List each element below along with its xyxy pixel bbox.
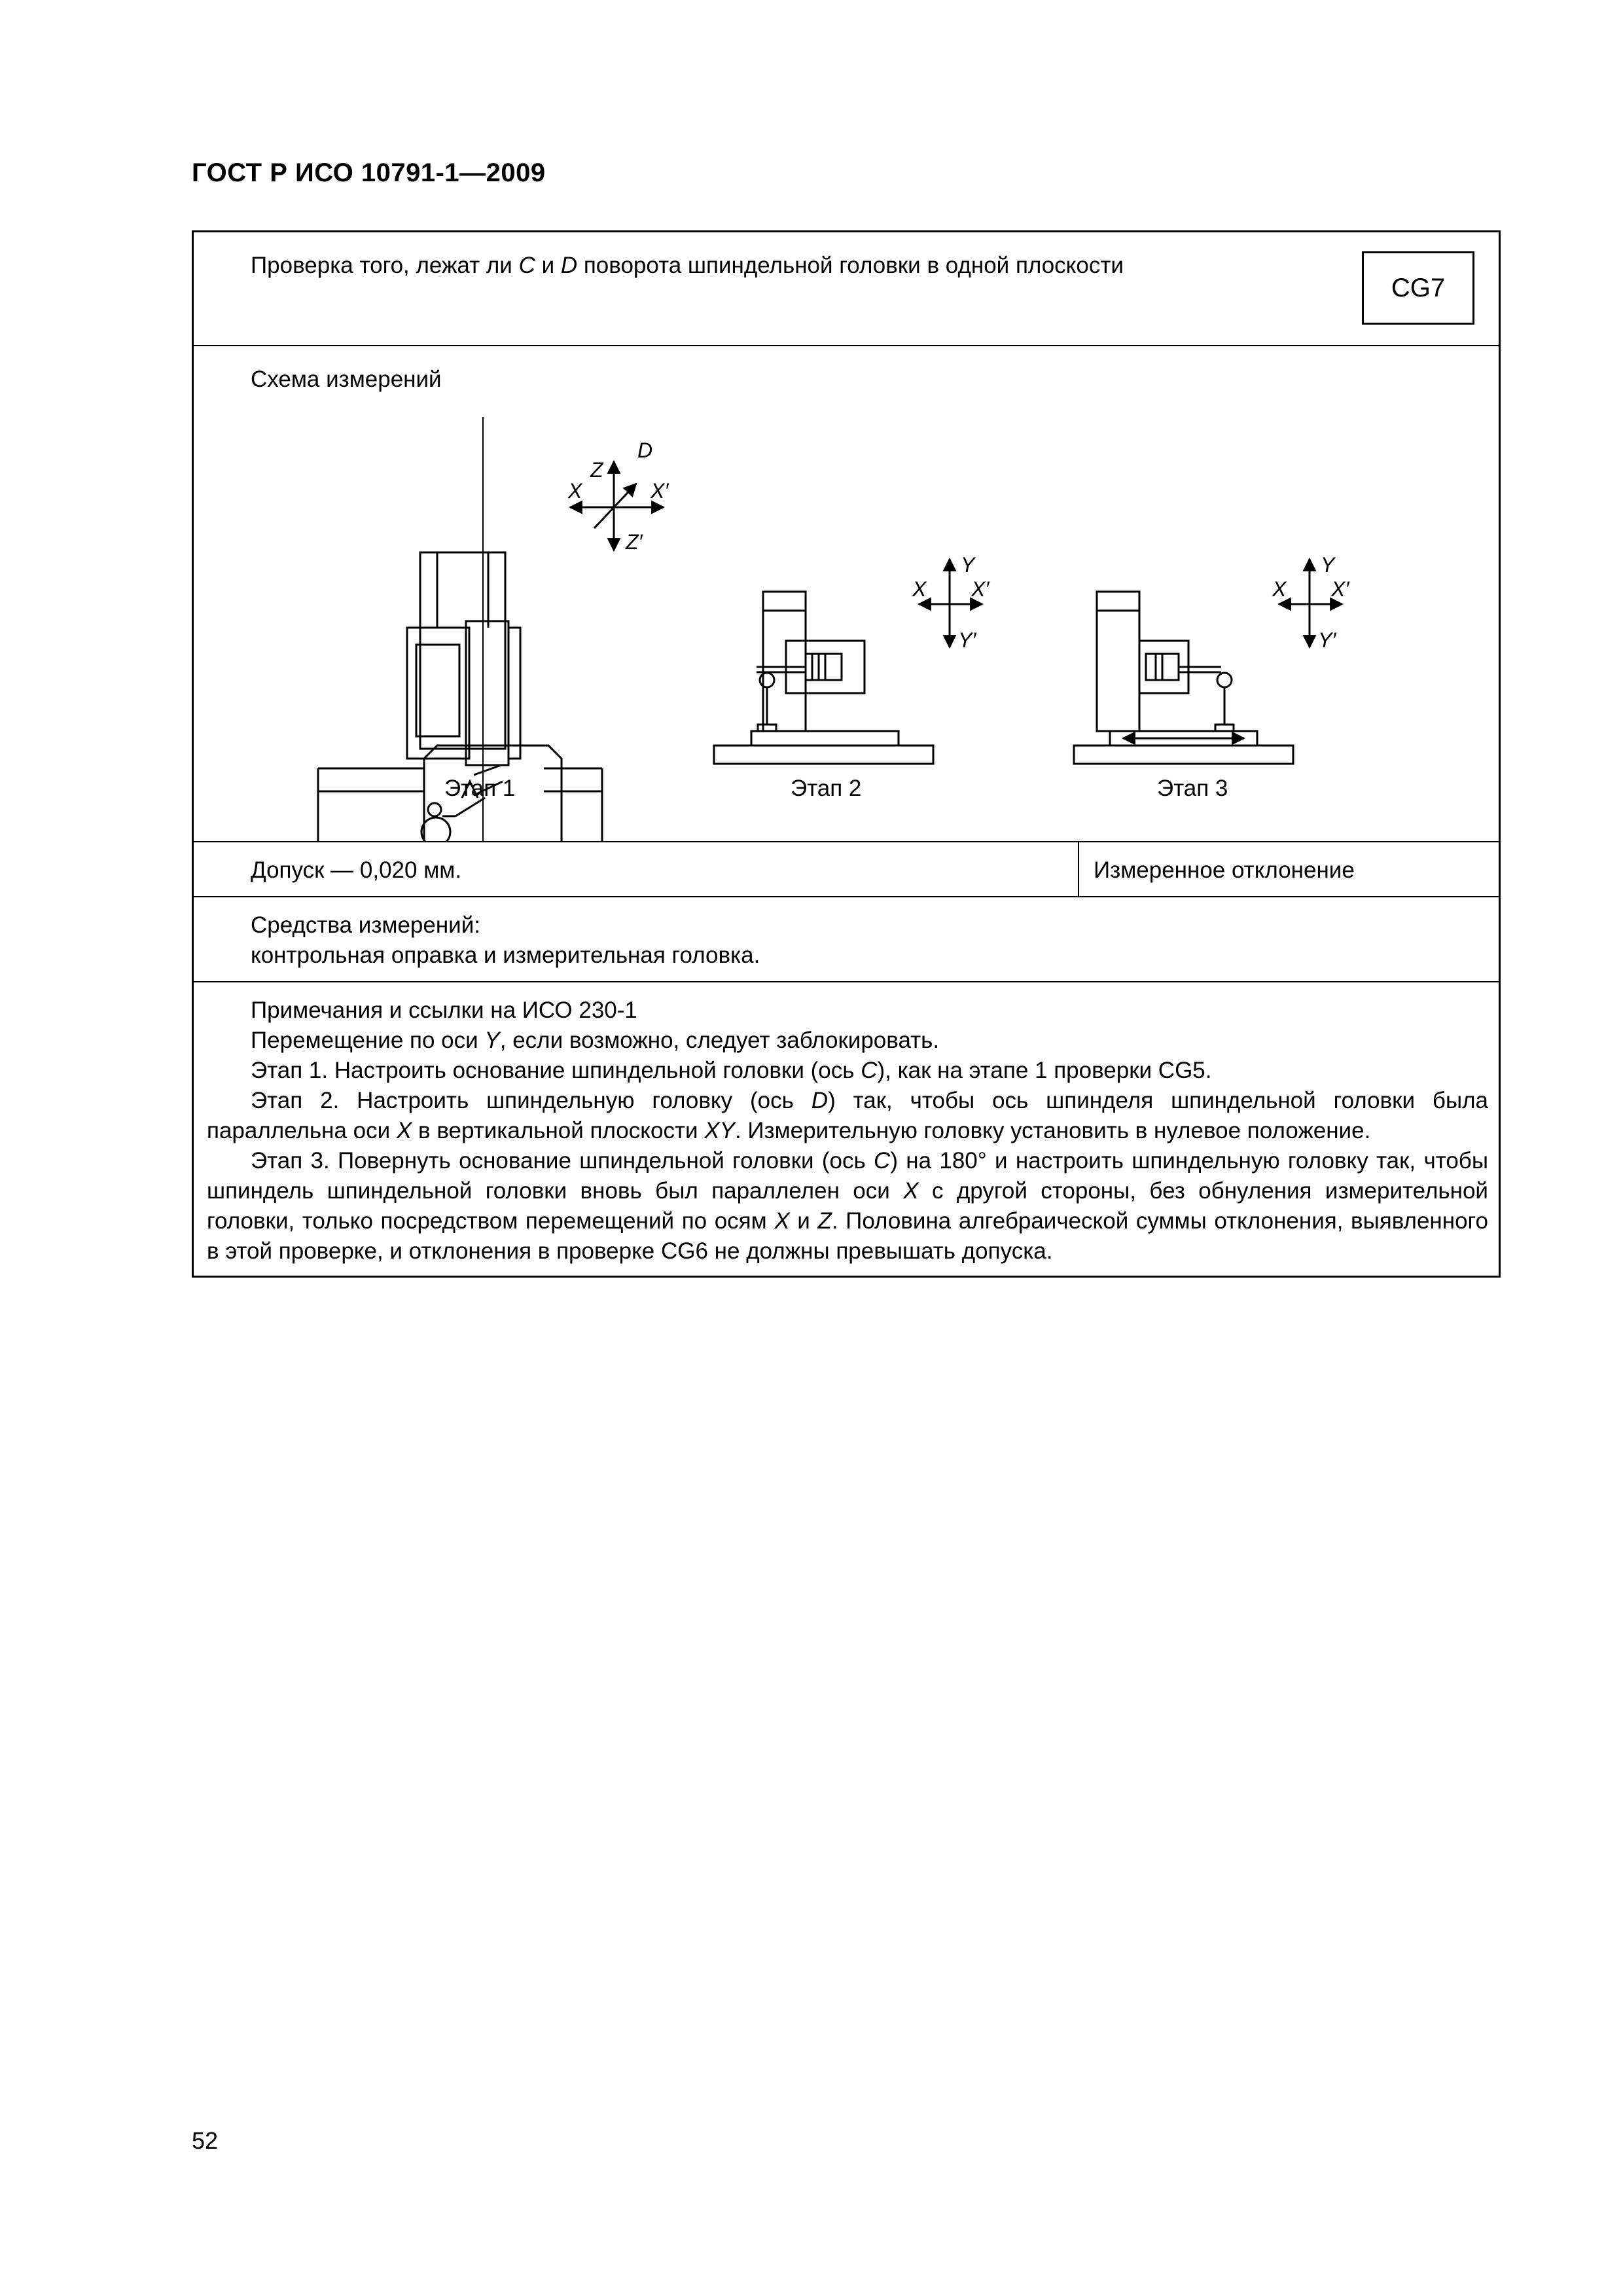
axis3-x-label: X bbox=[1272, 577, 1287, 601]
means-text: контрольная оправка и измерительная головка. bbox=[251, 942, 760, 968]
notes-block bbox=[207, 996, 1488, 1266]
document-header: ГОСТ Р ИСО 10791-1—2009 bbox=[192, 158, 546, 187]
axis1-x-label: X bbox=[568, 479, 582, 503]
axis3-y-label: Y bbox=[1321, 553, 1335, 577]
axis2-x-label: X bbox=[912, 577, 927, 601]
scheme-label: Схема измерений bbox=[251, 367, 442, 392]
notes-line-4: Этап 3. Повернуть основание шпиндельной головки (ось C) на 180° и настроить шпиндельную головку так, чтобы шпиндель шпиндельной головки вновь был параллелен оси X с другой стороны, без обнуления измерительной головки, только посредством перемещений по осям X и Z. Половина алгебраической суммы отклонения, выявленного в этой проверке, и отклонения в проверке CG6 не должны превышать допуска. bbox=[207, 1148, 1489, 1264]
axis2-y-prime-label: Y′ bbox=[958, 628, 976, 652]
axis1-z-label: Z bbox=[590, 458, 603, 482]
stage2-machine-drawing bbox=[714, 592, 933, 764]
notes-row bbox=[194, 982, 1499, 1276]
stage1-label: Этап 1 bbox=[444, 776, 516, 801]
check-code: CG7 bbox=[1362, 251, 1474, 325]
axis1-x-prime-label: X′ bbox=[651, 479, 669, 503]
notes-line-3: Этап 2. Настроить шпиндельную головку (ось D) так, чтобы ось шпинделя шпиндельной головки была параллельна оси X в вертикальной плоскости XY. Измерительную головку установить в нулевое положение. bbox=[207, 1088, 1489, 1143]
measuring-means-row bbox=[194, 897, 1499, 982]
check-table bbox=[192, 230, 1501, 1278]
stage1-axes-drawing bbox=[570, 461, 664, 550]
axis1-d-label: D bbox=[637, 439, 653, 462]
means-title: Средства измерений: bbox=[251, 912, 480, 938]
notes-line-2: Этап 1. Настроить основание шпиндельной головки (ось C), как на этапе 1 проверки CG5. bbox=[251, 1058, 1212, 1083]
stage3-label: Этап 3 bbox=[1157, 776, 1228, 801]
tolerance-row bbox=[194, 842, 1499, 897]
stage2-label: Этап 2 bbox=[791, 776, 862, 801]
axis2-x-prime-label: X′ bbox=[971, 577, 990, 601]
axis2-y-label: Y bbox=[961, 553, 975, 577]
axis3-x-prime-label: X′ bbox=[1331, 577, 1349, 601]
stage3-machine-drawing bbox=[1074, 592, 1293, 764]
axis1-z-prime-label: Z′ bbox=[626, 530, 643, 554]
stage1-machine-drawing bbox=[318, 417, 730, 842]
notes-title: Примечания и ссылки на ИСО 230-1 bbox=[251, 997, 637, 1023]
notes-line-1: Перемещение по оси Y, если возможно, следует заблокировать. bbox=[251, 1028, 940, 1053]
check-title-row bbox=[194, 232, 1499, 346]
page-number: 52 bbox=[192, 2127, 219, 2154]
measured-deviation-label: Измеренное отклонение bbox=[1094, 857, 1355, 883]
axis3-y-prime-label: Y′ bbox=[1318, 628, 1336, 652]
column-divider bbox=[1078, 842, 1079, 896]
scheme-row bbox=[194, 346, 1499, 842]
tolerance-text: Допуск — 0,020 мм. bbox=[251, 857, 462, 883]
check-title: Проверка того, лежат ли C и D поворота шпиндельной головки в одной плоскости bbox=[251, 253, 1124, 278]
measurement-scheme-drawing bbox=[194, 346, 1499, 842]
